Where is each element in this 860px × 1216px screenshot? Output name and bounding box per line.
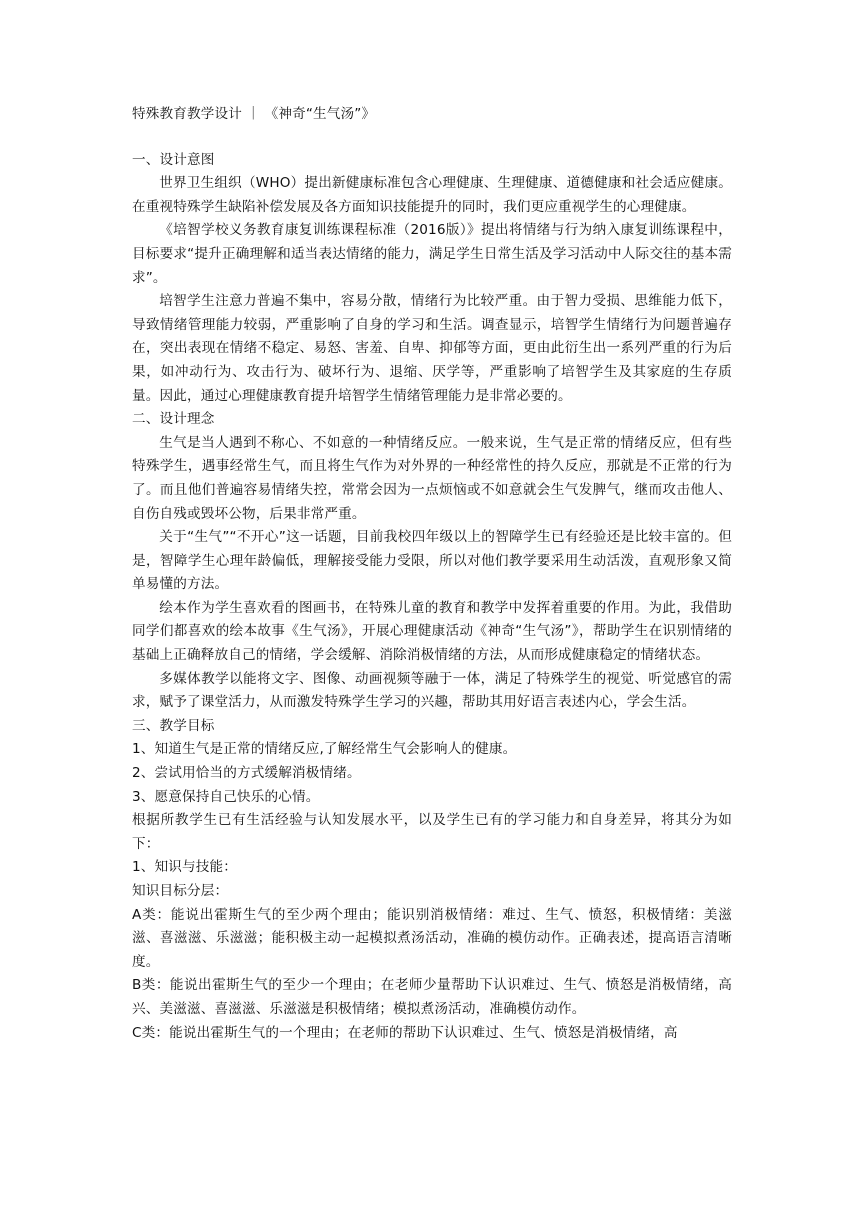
document-page	[132, 103, 732, 1045]
goal-subheading: 1、知识与技能：	[132, 859, 238, 876]
goal-level-a: A类：能说出霍斯生气的至少两个理由；能识别消极情绪：难过、生气、愤怒，积极情绪：美滋滋、喜滋滋、乐滋滋；能积极主动一起模拟煮汤活动，准确的模仿动作。正确表述，提高语言清晰度。	[132, 906, 732, 970]
goal-level-c: C类：能说出霍斯生气的一个理由；在老师的帮助下认识难过、生气、愤怒是消极情绪，高	[132, 1024, 678, 1041]
paragraph: 生气是当人遇到不称心、不如意的一种情绪反应。一般来说，生气是正常的情绪反应，但有些特殊学生，遇事经常生气，而且将生气作为对外界的一种经常性的持久反应，那就是不正常的行为了。而且他们普遍容易情绪失控，常常会因为一点烦恼或不如意就会生气发脾气，继而攻击他人、自伤自残或毁坏公物，后果非常严重。	[132, 434, 732, 522]
section-design-concept	[132, 408, 732, 715]
paragraph: 培智学生注意力普遍不集中，容易分散，情绪行为比较严重。由于智力受损、思维能力低下，导致情绪管理能力较弱，严重影响了自身的学习和生活。调查显示，培智学生情绪行为问题普遍存在，突出表现在情绪不稳定、易怒、害羞、自卑、抑郁等方面，更由此衍生出一系列严重的行为后果，如冲动行为、攻击行为、破坏行为、退缩、厌学等，严重影响了培智学生及其家庭的生存质量。因此，通过心理健康教育提升培智学生情绪管理能力是非常必要的。	[132, 293, 732, 404]
paragraph: 关于“生气”“不开心”这一话题，目前我校四年级以上的智障学生已有经验还是比较丰富的。但是，智障学生心理年龄偏低，理解接受能力受限，所以对他们教学要采用生动活泼，直观形象又简单易懂的方法。	[132, 529, 732, 593]
section-teaching-goals	[132, 715, 732, 1045]
goal-item: 2、尝试用恰当的方式缓解消极情绪。	[132, 765, 361, 782]
goal-item: 1、知道生气是正常的情绪反应,了解经常生气会影响人的健康。	[132, 741, 517, 758]
section-heading: 二、设计理念	[132, 411, 215, 428]
section-heading: 一、设计意图	[132, 151, 215, 168]
document-header: 特殊教育教学设计 ｜ 《神奇“生气汤”》	[132, 106, 376, 122]
goal-subheading: 知识目标分层：	[132, 883, 229, 899]
goal-item: 3、愿意保持自己快乐的心情。	[132, 788, 320, 805]
goal-level-b: B类：能说出霍斯生气的至少一个理由；在老师少量帮助下认识难过、生气、愤怒是消极情绪，高兴、美滋滋、喜滋滋、乐滋滋是积极情绪；模拟煮汤活动，准确模仿动作。	[132, 977, 732, 1017]
goal-paragraph: 根据所教学生已有生活经验与认知发展水平，以及学生已有的学习能力和自身差异，将其分为如下：	[132, 812, 732, 852]
paragraph: 绘本作为学生喜欢看的图画书，在特殊儿童的教育和教学中发挥着重要的作用。为此，我借助同学们都喜欢的绘本故事《生气汤》，开展心理健康活动《神奇“生气汤”》，帮助学生在识别情绪的基础上正确释放自己的情绪，学会缓解、消除消极情绪的方法，从而形成健康稳定的情绪状态。	[132, 599, 732, 664]
paragraph: 多媒体教学以能将文字、图像、动画视频等融于一体，满足了特殊学生的视觉、听觉感官的需求，赋予了课堂活力，从而激发特殊学生学习的兴趣，帮助其用好语言表述内心，学会生活。	[132, 670, 732, 711]
section-design-intent	[132, 149, 732, 409]
paragraph: 《培智学校义务教育康复训练课程标准（2016版）》提出将情绪与行为纳入康复训练课程中，目标要求“提升正确理解和适当表达情绪的能力，满足学生日常生活及学习活动中人际交往的基本需求”。	[132, 222, 732, 286]
paragraph: 世界卫生组织（WHO）提出新健康标准包含心理健康、生理健康、道德健康和社会适应健康。在重视特殊学生缺陷补偿发展及各方面知识技能提升的同时，我们更应重视学生的心理健康。	[132, 175, 732, 215]
section-heading: 三、教学目标	[132, 717, 215, 734]
